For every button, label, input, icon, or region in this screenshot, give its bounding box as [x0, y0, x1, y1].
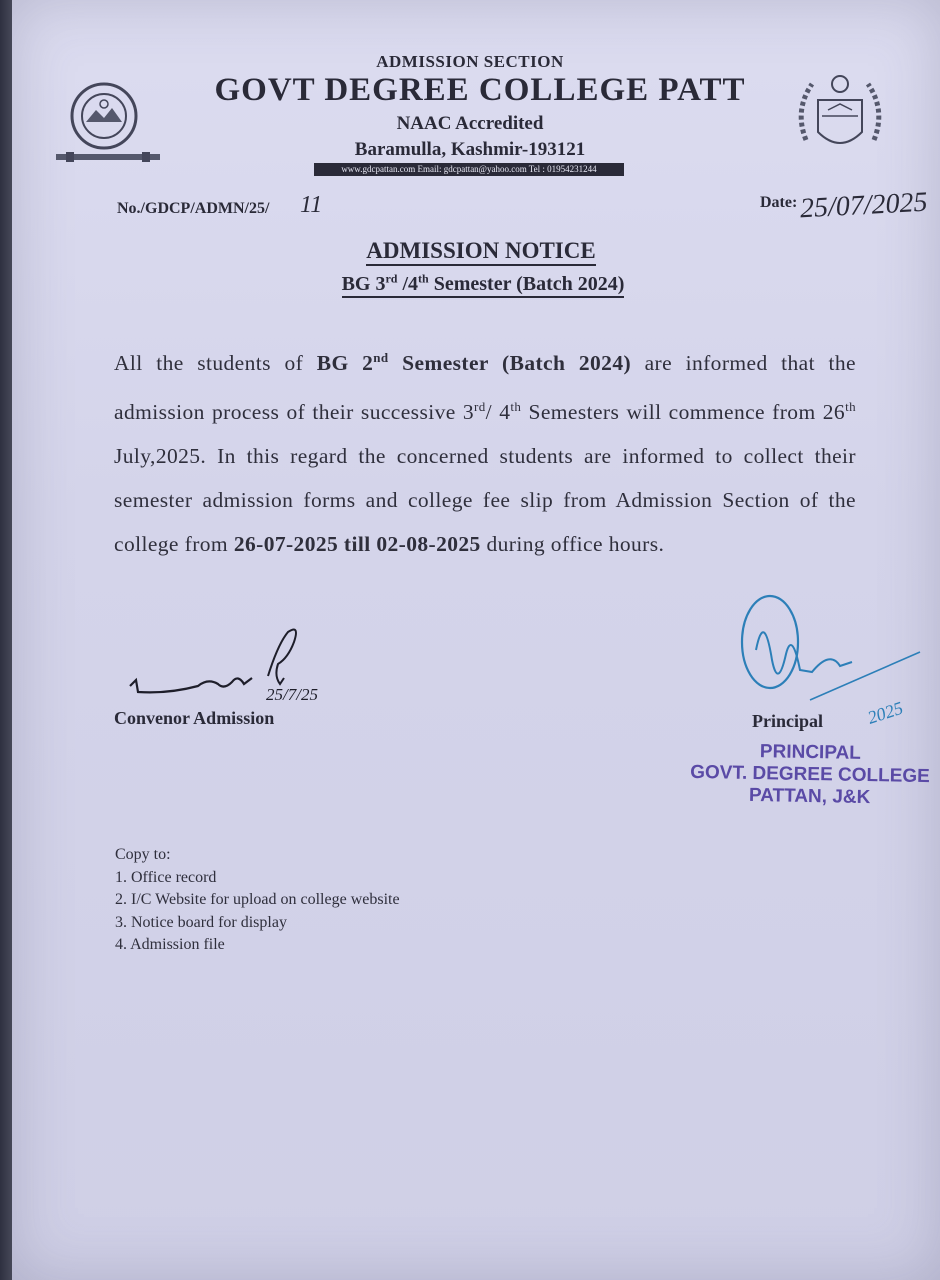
college-address: Baramulla, Kashmir-193121 [354, 139, 586, 160]
stamp-line-3: PATTAN, J&K [748, 784, 871, 809]
principal-stamp [683, 740, 936, 810]
convenor-signature-date: 25/7/25 [266, 685, 318, 704]
reference-number-label: No./GDCP/ADMN/25/ [117, 200, 270, 217]
notice-title: ADMISSION NOTICE [0, 238, 940, 264]
reference-number-handwritten: 11 [300, 192, 323, 218]
stamp-line-1: PRINCIPAL [759, 741, 862, 764]
notice-body: All the students of BG 2nd Semester (Batch 2024) are informed that the admission process of their successive 3rd/ 4th Semesters will commence from 26th July,2025. In this regard the concerned students are informed to collect their semester admission forms and college fee slip from Admission Section of the college from 26-07-2025 till 02-08-2025 during office hours. [114, 350, 856, 557]
list-item: 4. Admission file [115, 936, 225, 953]
list-item: 2. I/C Website for upload on college website [115, 891, 400, 908]
college-name: GOVT DEGREE COLLEGE PATT [214, 72, 746, 108]
accreditation: NAAC Accredited [396, 113, 544, 134]
stamp-line-2: GOVT. DEGREE COLLEGE [690, 761, 931, 788]
convenor-signature [128, 624, 358, 704]
principal-signature-date: 2025 [865, 697, 906, 728]
batch-highlight: BG 2nd Semester (Batch 2024) [316, 350, 632, 376]
copy-to-list [115, 844, 400, 957]
date-label: Date: [760, 194, 798, 211]
notice-subtitle: BG 3rd /4th Semester (Batch 2024) [0, 271, 940, 296]
contact-bar: www.gdcpattan.com Email: gdcpattan@yahoo.com Tel : 01954231244 [314, 163, 624, 176]
date-range-highlight: 26-07-2025 till 02-08-2025 [233, 532, 481, 557]
principal-label: Principal [752, 711, 823, 731]
date-handwritten: 25/07/2025 [799, 186, 929, 225]
section-heading: ADMISSION SECTION [376, 52, 564, 71]
list-item: 3. Notice board for display [115, 913, 287, 931]
copy-to-heading: Copy to: [115, 846, 171, 863]
convenor-label: Convenor Admission [114, 708, 275, 728]
list-item: 1. Office record [115, 868, 217, 886]
